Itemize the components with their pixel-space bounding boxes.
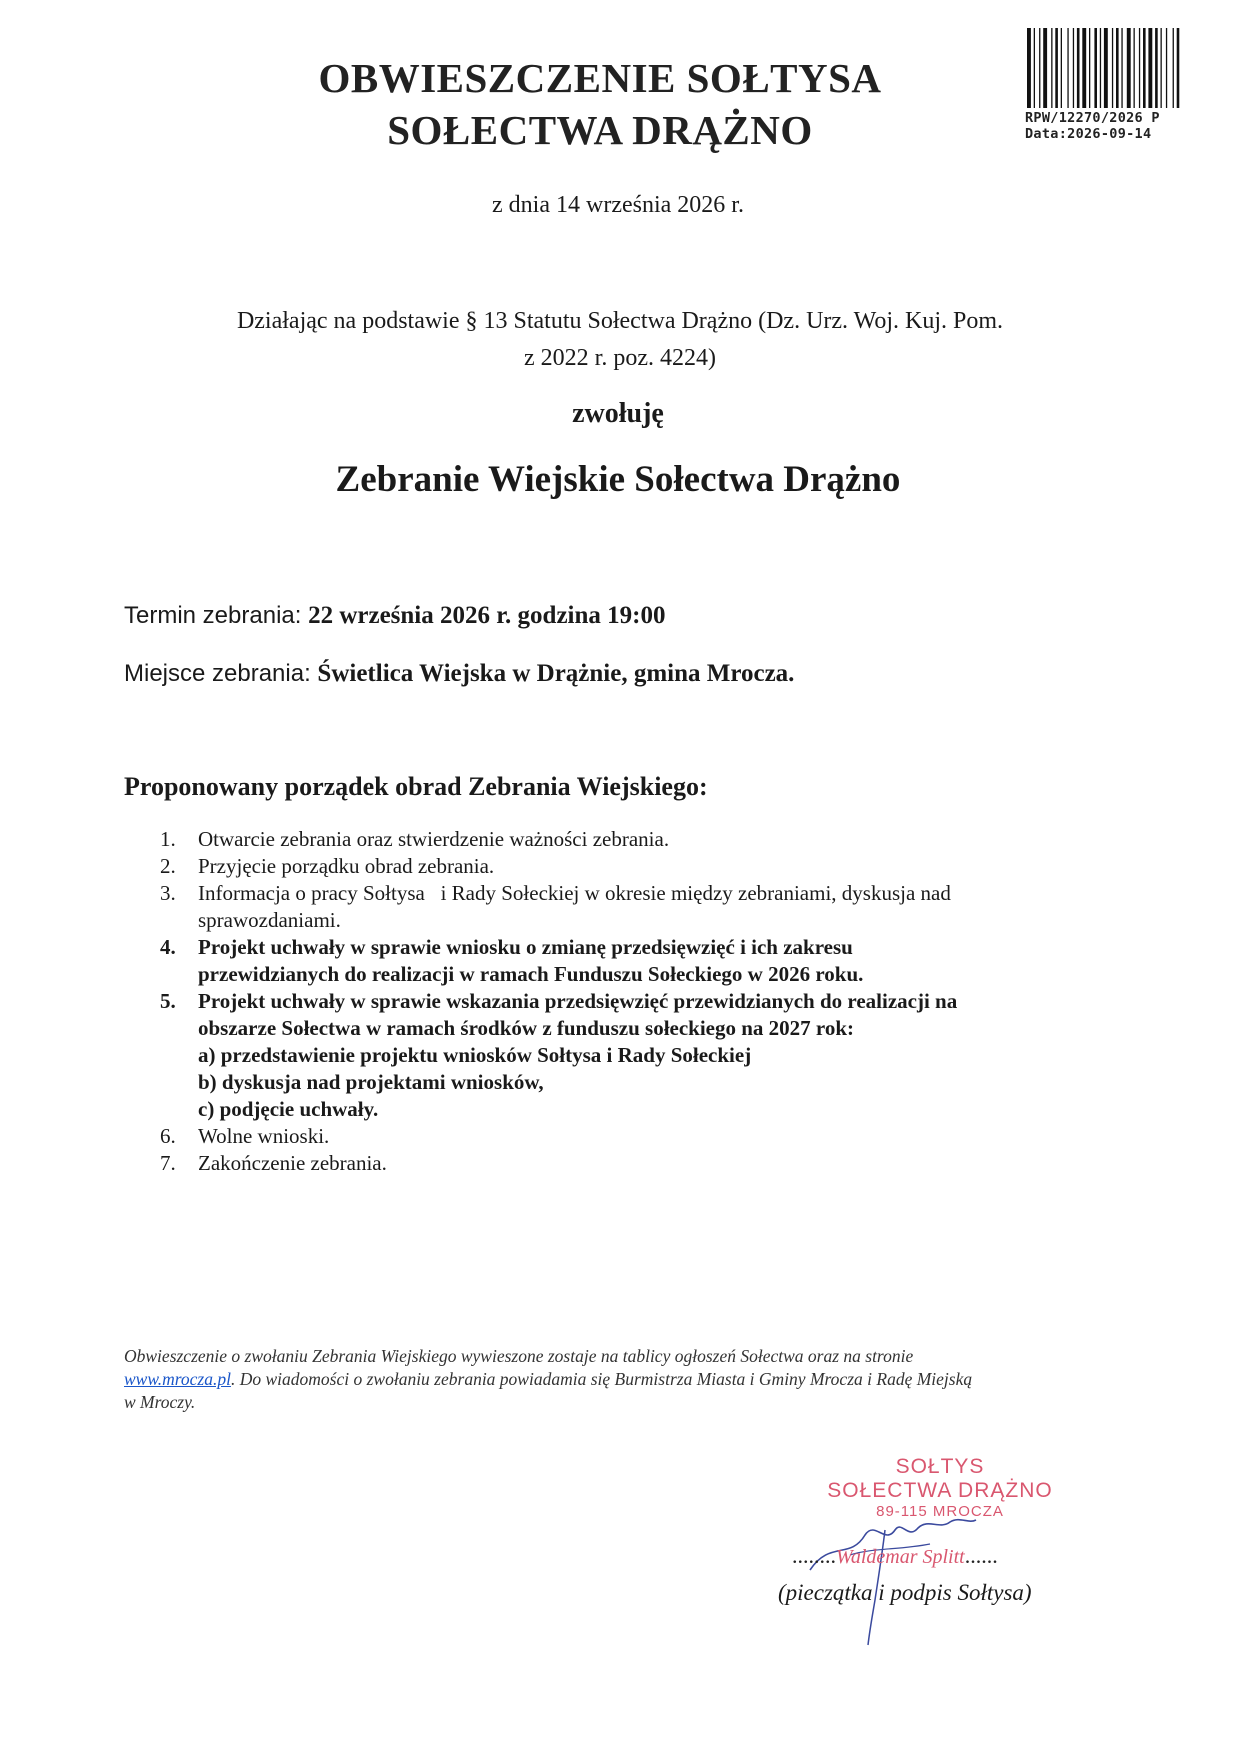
- signer-name: Waldemar Splitt: [836, 1546, 965, 1568]
- legal-basis: [120, 303, 1120, 377]
- signature-dots-after: ......: [964, 1543, 998, 1568]
- agenda-item-number: 4.: [160, 935, 176, 959]
- registration-barcode-block: [1025, 28, 1195, 153]
- legal-basis-line-2: z 2022 r. poz. 4224): [524, 345, 716, 371]
- website-link[interactable]: www.mrocza.pl: [124, 1369, 231, 1389]
- footer-note-line-2: [124, 1368, 1129, 1391]
- stamp-line-1: SOŁTYS: [895, 1455, 985, 1478]
- agenda-heading: Proponowany porządek obrad Zebrania Wiejskiego:: [124, 772, 708, 801]
- agenda-item: [150, 1150, 1110, 1177]
- stamp-line-3: 89-115 MROCZA: [876, 1503, 1004, 1520]
- agenda-item-text: Informacja o pracy Sołtysa i Rady Sołeckiej w okresie między zebraniami, dyskusja nad: [198, 881, 951, 905]
- agenda-item-text: Projekt uchwały w sprawie wniosku o zmianę przedsięwzięć i ich zakresu: [198, 935, 853, 959]
- meeting-term: [124, 602, 665, 630]
- barcode-icon: [1025, 28, 1193, 110]
- convene-word: zwołuję: [572, 398, 664, 429]
- agenda-item-text: Zakończenie zebrania.: [198, 1151, 387, 1175]
- agenda-subitem-c: c) podjęcie uchwały.: [198, 1097, 379, 1121]
- agenda-item-number: 5.: [160, 989, 176, 1013]
- meeting-title: Zebranie Wiejskie Sołectwa Drążno: [335, 459, 901, 500]
- footer-note: [124, 1345, 1129, 1414]
- agenda-item: [150, 826, 1110, 853]
- agenda-subitem-b: b) dyskusja nad projektami wniosków,: [198, 1070, 544, 1094]
- agenda-item: [150, 880, 1110, 934]
- stamp-line-2: SOŁECTWA DRĄŻNO: [827, 1479, 1053, 1502]
- title-line-2: SOŁECTWA DRĄŻNO: [387, 107, 813, 153]
- legal-basis-line-1: Działając na podstawie § 13 Statutu Sołectwa Drążno (Dz. Urz. Woj. Kuj. Pom.: [236, 308, 1004, 334]
- agenda-item: [150, 1123, 1110, 1150]
- footer-note-line-1: Obwieszczenie o zwołaniu Zebrania Wiejskiego wywieszone zostaje na tablicy ogłoszeń Sołectwa oraz na stronie: [124, 1346, 914, 1366]
- meeting-place: [124, 660, 794, 688]
- issue-date: z dnia 14 września 2026 r.: [492, 192, 744, 218]
- place-value: Świetlica Wiejska w Drążnie, gmina Mrocza.: [317, 660, 795, 687]
- agenda-item: [150, 934, 1110, 988]
- handwritten-signature-icon: [790, 1500, 1010, 1650]
- agenda-item-number: 2.: [160, 854, 176, 878]
- agenda-item: [150, 988, 1110, 1123]
- agenda-item-number: 7.: [160, 1151, 176, 1175]
- agenda-list: [150, 826, 1110, 1177]
- signature-caption: (pieczątka i podpis Sołtysa): [778, 1580, 1032, 1605]
- agenda-item-text: przewidzianych do realizacji w ramach Funduszu Sołeckiego w 2026 roku.: [198, 962, 864, 986]
- agenda-subitem-a: a) przedstawienie projektu wniosków Sołtysa i Rady Sołeckiej: [198, 1043, 752, 1067]
- agenda-item-text: Projekt uchwały w sprawie wskazania przedsięwzięć przewidzianych do realizacji na: [198, 989, 958, 1013]
- agenda-item-text: obszarze Sołectwa w ramach środków z funduszu sołeckiego na 2027 rok:: [198, 1016, 855, 1040]
- place-label: Miejsce zebrania:: [124, 660, 318, 687]
- signature-line: [792, 1543, 998, 1569]
- footer-note-line-3: w Mroczy.: [124, 1392, 196, 1412]
- footer-note-line-2-text: . Do wiadomości o zwołaniu zebrania powiadamia się Burmistrza Miasta i Gminy Mrocza i Radę Miejską: [230, 1369, 973, 1389]
- agenda-item-text: Wolne wnioski.: [198, 1124, 330, 1148]
- registration-number: RPW/12270/2026 P: [1025, 110, 1160, 126]
- term-value: 22 września 2026 r. godzina 19:00: [308, 602, 666, 629]
- document-title: [230, 52, 970, 156]
- term-label: Termin zebrania:: [124, 602, 309, 629]
- agenda-item: [150, 853, 1110, 880]
- title-line-1: OBWIESZCZENIE SOŁTYSA: [318, 55, 882, 101]
- agenda-item-number: 3.: [160, 881, 176, 905]
- agenda-item-number: 1.: [160, 827, 176, 851]
- registration-date: Data:2026-09-14: [1025, 126, 1152, 142]
- agenda-item-text: sprawozdaniami.: [198, 908, 341, 932]
- agenda-item-text: Przyjęcie porządku obrad zebrania.: [198, 854, 495, 878]
- signature-dots-before: ........: [792, 1543, 836, 1568]
- agenda-item-text: Otwarcie zebrania oraz stwierdzenie ważności zebrania.: [198, 827, 670, 851]
- agenda-item-number: 6.: [160, 1124, 176, 1148]
